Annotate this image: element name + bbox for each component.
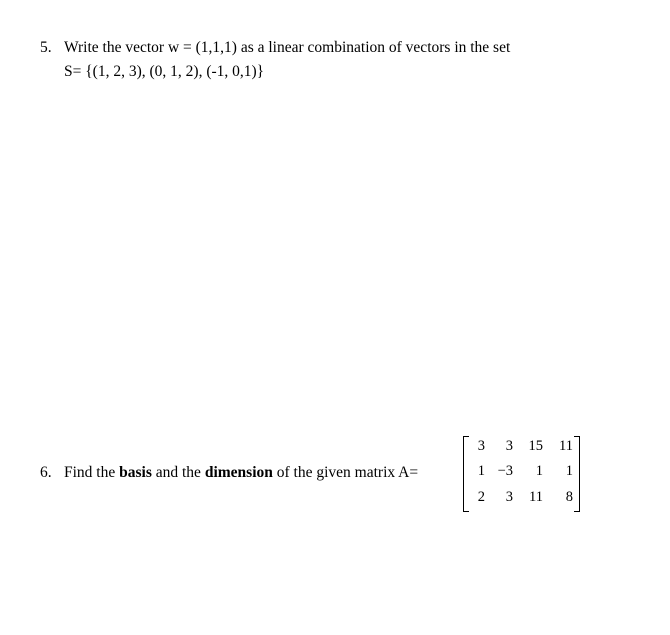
matrix-cell: 3 bbox=[505, 489, 513, 505]
problem-6-text-before: Find the bbox=[64, 464, 120, 481]
matrix-cell: 15 bbox=[528, 438, 543, 454]
matrix-cell: 8 bbox=[565, 489, 573, 505]
matrix-cell: 1 bbox=[477, 463, 485, 479]
matrix-cell: −3 bbox=[497, 463, 513, 479]
matrix-cell: 1 bbox=[565, 463, 573, 479]
matrix-cell: 1 bbox=[535, 463, 543, 479]
problem-6 bbox=[40, 464, 418, 482]
problem-6-number: 6. bbox=[40, 464, 52, 481]
problem-6-bold-basis: basis bbox=[119, 464, 152, 481]
matrix-cell: 11 bbox=[529, 489, 543, 505]
problem-5-number: 5. bbox=[40, 39, 52, 56]
matrix-cell: 3 bbox=[505, 438, 513, 454]
problem-6-text-middle: and the bbox=[151, 464, 205, 481]
matrix-cell: 2 bbox=[477, 489, 485, 505]
problem-5-statement: Write the vector w = (1,1,1) as a linear combination of vectors in the set bbox=[64, 39, 511, 56]
matrix-right-bracket bbox=[574, 436, 580, 512]
problem-6-bold-dimension: dimension bbox=[204, 464, 273, 481]
matrix-cell: 3 bbox=[477, 438, 485, 454]
problem-5 bbox=[40, 39, 511, 80]
matrix-cell: 11 bbox=[559, 438, 573, 454]
problem-6-text-after: of the given matrix A= bbox=[272, 464, 419, 481]
matrix-a bbox=[463, 436, 580, 512]
problem-5-set: S= {(1, 2, 3), (0, 1, 2), (-1, 0,1)} bbox=[64, 63, 265, 80]
